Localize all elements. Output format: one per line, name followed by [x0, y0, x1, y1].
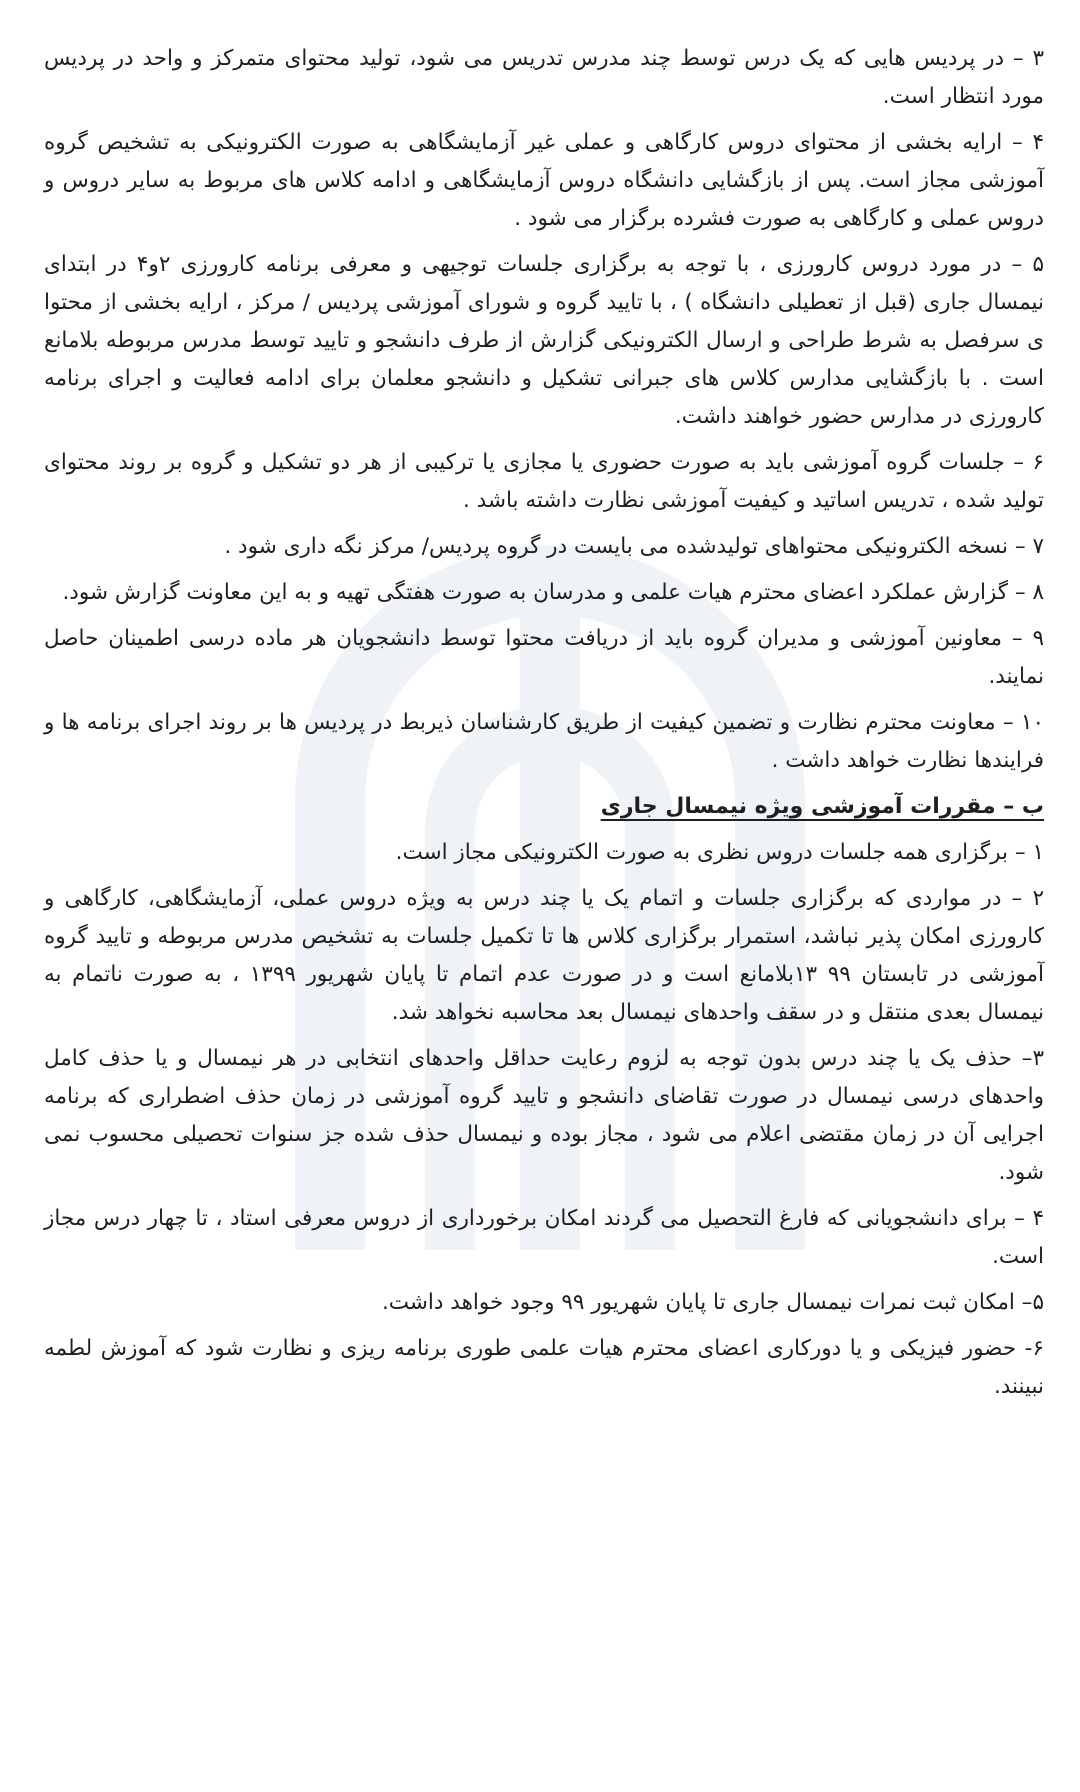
section-a — [44, 40, 1044, 780]
section-a-item-7: ۷ – نسخه الکترونیکی محتواهای تولیدشده می بایست در گروه پردیس/ مرکز نگه داری شود . — [224, 534, 1044, 559]
section-b-item-3: ۳– حذف یک یا چند درس بدون توجه به لزوم رعایت حداقل واحدهای انتخابی در هر نیمسال و یا حذف کامل واحدهای درسی نیمسال در صورت تقاضای دانشجو و تایید گروه آموزشی در زمان حذف اضطراری که برنامه اجرایی آن در زمان مقتضی اعلام می شود ، مجاز بوده و نیمسال حذف شده جز سنوات تحصیلی محسوب نمی شود. — [44, 1046, 1044, 1185]
section-b-item-1: ۱ – برگزاری همه جلسات دروس نظری به صورت الکترونیکی مجاز است. — [395, 840, 1044, 865]
section-a-item-4: ۴ – ارایه بخشی از محتوای دروس کارگاهی و عملی غیر آزمایشگاهی به صورت الکترونیکی به تشخیص گروه آموزشی مجاز است. پس از بازگشایی دانشگاه دروس آزمایشگاهی و ادامه کلاس های مربوط به سایر دروس و دروس عملی و کارگاهی به صورت فشرده برگزار می شود . — [44, 130, 1044, 231]
section-b — [44, 788, 1044, 1406]
section-b-heading-text: ب – مقررات آموزشی ویژه نیمسال جاری — [600, 794, 1044, 819]
section-a-item-9: ۹ – معاونین آموزشی و مدیران گروه باید از دریافت محتوا توسط دانشجویان هر ماده درسی اطمینان حاصل نمایند. — [44, 626, 1044, 689]
section-b-item-2: ۲ – در مواردی که برگزاری جلسات و اتمام یک یا چند درس به ویژه دروس عملی، آزمایشگاهی، کارگاهی و کارورزی امکان پذیر نباشد، استمرار برگزاری کلاس ها تا تکمیل جلسات به تشخیص مدرس مربوطه و تایید گروه آموزشی در تابستان ۹۹ ۱۳بلامانع است و در صورت عدم اتمام تا پایان شهریور ۱۳۹۹ ، به صورت ناتمام به نیمسال بعدی منتقل و در سقف واحدهای نیمسال بعد محاسبه نخواهد شد. — [44, 886, 1044, 1025]
section-a-item-8: ۸ – گزارش عملکرد اعضای محترم هیات علمی و مدرسان به صورت هفتگی تهیه و به این معاونت گزارش شود. — [62, 580, 1044, 605]
section-a-item-10: ۱۰ – معاونت محترم نظارت و تضمین کیفیت از طریق کارشناسان ذیربط در پردیس ها بر روند اجرای برنامه ها و فرایندها نظارت خواهد داشت . — [44, 710, 1044, 773]
section-b-heading — [44, 788, 1044, 826]
section-a-item-5: ۵ – در مورد دروس کارورزی ، با توجه به برگزاری جلسات توجیهی و معرفی برنامه کارورزی ۲و۴ در ابتدای نیمسال جاری (قبل از تعطیلی دانشگاه ) ، با تایید گروه و شورای آموزشی پردیس / مرکز ، ارایه بخشی از محتوا ی سرفصل به شرط طراحی و ارسال الکترونیکی گزارش از طرف دانشجو و تایید توسط مدرس مربوطه بلامانع است . با بازگشایی مدارس کلاس های جبرانی تشکیل و دانشجو معلمان برای ادامه فعالیت و اجرای برنامه کارورزی در مدارس حضور خواهند داشت. — [44, 252, 1044, 429]
section-a-item-6: ۶ – جلسات گروه آموزشی باید به صورت حضوری یا مجازی یا ترکیبی از هر دو تشکیل و گروه بر روند محتوای تولید شده ، تدریس اساتید و کیفیت آموزشی نظارت داشته باشد . — [44, 450, 1044, 513]
section-b-item-5: ۵– امکان ثبت نمرات نیمسال جاری تا پایان شهریور ۹۹ وجود خواهد داشت. — [381, 1290, 1044, 1315]
section-b-item-4: ۴ – برای دانشجویانی که فارغ التحصیل می گردند امکان برخورداری از دروس معرفی استاد ، تا چهار درس مجاز است. — [44, 1206, 1044, 1269]
document-body — [44, 40, 1044, 1414]
section-b-item-6: ۶- حضور فیزیکی و یا دورکاری اعضای محترم هیات علمی طوری برنامه ریزی و نظارت شود که آموزش لطمه نبینند. — [44, 1336, 1044, 1399]
section-a-item-3: ۳ – در پردیس هایی که یک درس توسط چند مدرس تدریس می شود، تولید محتوای متمرکز و واحد در پردیس مورد انتظار است. — [44, 46, 1044, 109]
